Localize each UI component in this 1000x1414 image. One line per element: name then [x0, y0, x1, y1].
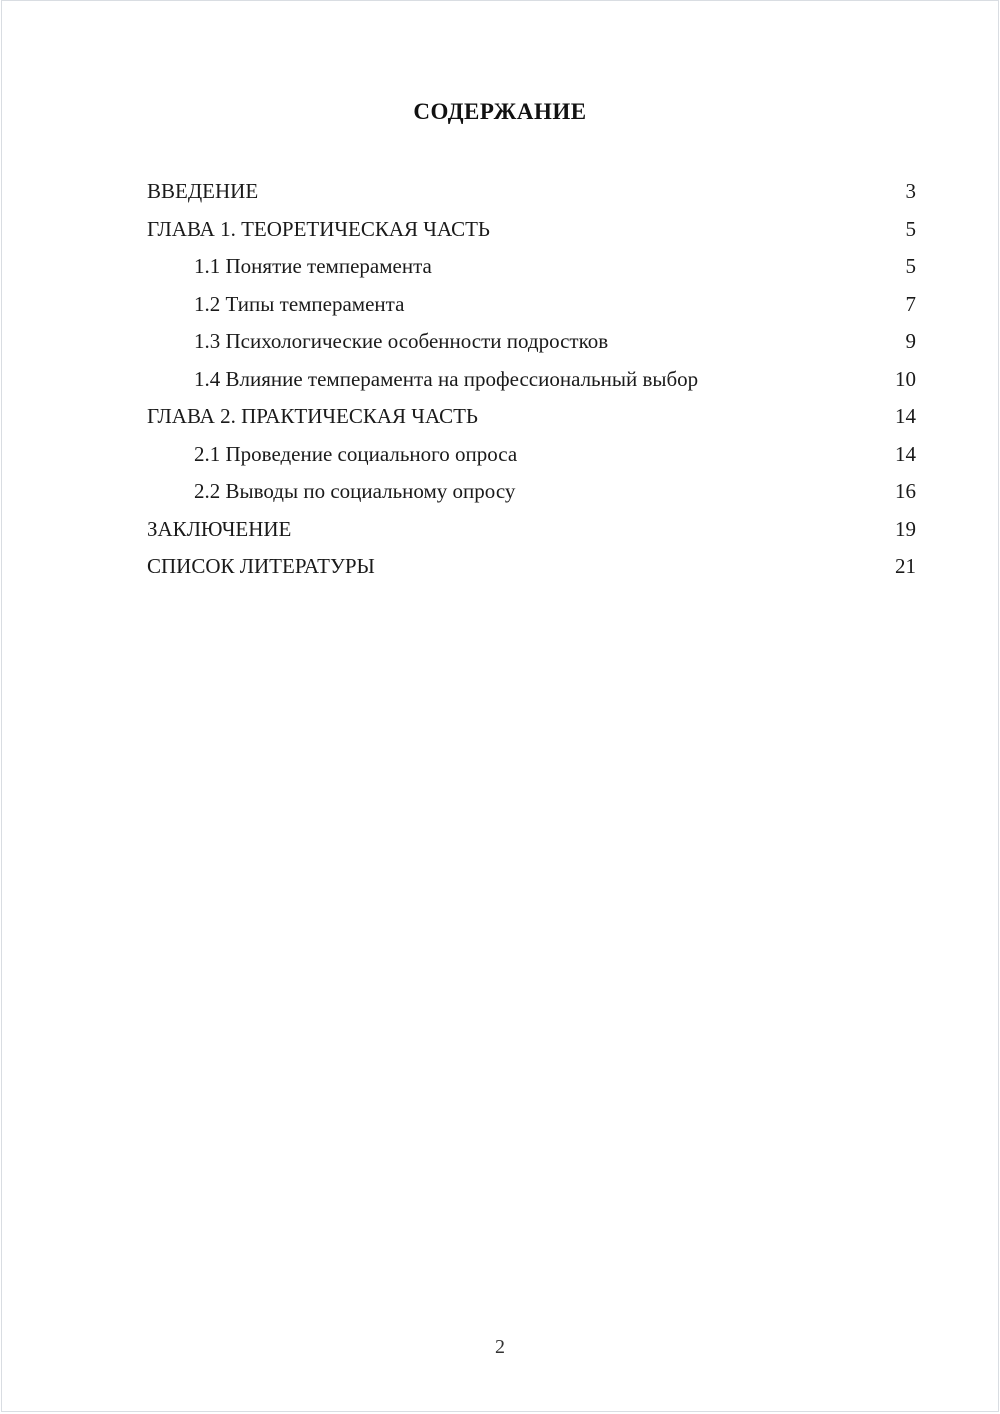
toc-entry-label: 2.1 Проведение социального опроса [194, 441, 518, 466]
toc-title: СОДЕРЖАНИЕ [413, 99, 587, 124]
toc-entry-page: 5 [905, 254, 916, 278]
toc-entry-label: ГЛАВА 2. ПРАКТИЧЕСКАЯ ЧАСТЬ [147, 404, 478, 428]
toc-entry-page: 14 [895, 404, 916, 428]
page-number: 2 [495, 1336, 505, 1358]
toc-entry [147, 398, 916, 436]
toc-entry-page: 10 [895, 366, 916, 391]
toc-entry-label: СПИСОК ЛИТЕРАТУРЫ [147, 554, 375, 578]
toc-entry-label: 1.4 Влияние темперамента на профессиональный выбор [194, 366, 699, 391]
toc-entry-label: ЗАКЛЮЧЕНИЕ [147, 516, 292, 541]
toc-entry-label: 1.1 Понятие темперамента [194, 254, 432, 278]
toc-entry [147, 248, 916, 286]
toc-entry-page: 7 [905, 291, 916, 316]
toc-entry [147, 436, 916, 474]
toc-entry-label: 1.3 Психологические особенности подростков [194, 329, 609, 353]
toc-entry [147, 173, 916, 211]
toc-entry [147, 286, 916, 324]
toc-entry-page: 9 [905, 329, 916, 353]
document-page [1, 0, 999, 1412]
toc-list [2, 173, 998, 586]
toc-entry-label: ГЛАВА 1. ТЕОРЕТИЧЕСКАЯ ЧАСТЬ [147, 216, 490, 241]
toc-entry [147, 323, 916, 361]
toc-entry-page: 16 [895, 479, 916, 503]
toc-entry-label: 1.2 Типы темперамента [194, 291, 405, 316]
toc-entry [147, 361, 916, 399]
toc-entry-page: 14 [895, 441, 916, 466]
toc-entry-label: ВВЕДЕНИЕ [147, 179, 259, 203]
toc-entry-page: 3 [905, 179, 916, 203]
toc-entry [147, 548, 916, 586]
toc-entry-page: 5 [905, 216, 916, 241]
toc-entry [147, 511, 916, 549]
toc-entry [147, 211, 916, 249]
toc-entry-page: 19 [895, 516, 916, 541]
toc-entry [147, 473, 916, 511]
toc-entry-label: 2.2 Выводы по социальному опросу [194, 479, 516, 503]
toc-entry-page: 21 [895, 554, 916, 578]
